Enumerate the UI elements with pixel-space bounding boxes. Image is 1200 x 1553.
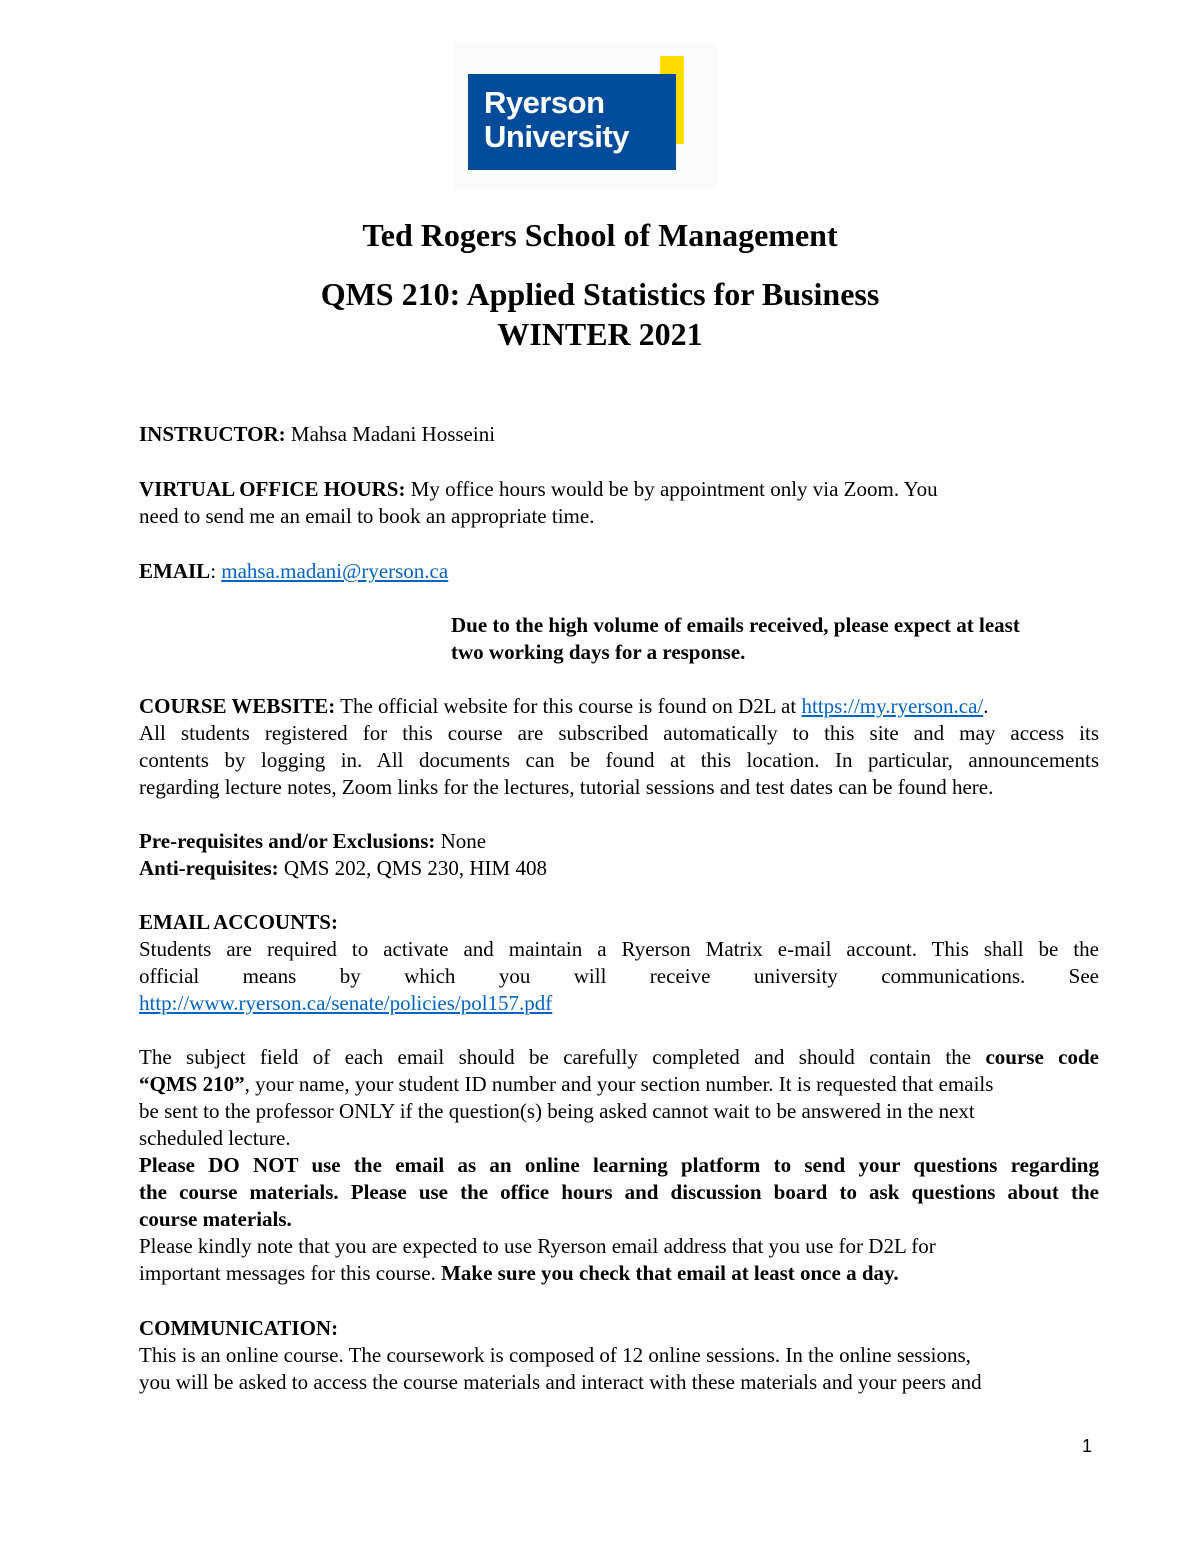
office-hours-label: VIRTUAL OFFICE HOURS: — [139, 477, 406, 501]
logo-blue-box — [468, 74, 676, 170]
school-title: Ted Rogers School of Management — [362, 217, 838, 253]
requisites-section: Pre-requisites and/or Exclusions: None Anti-requisites: QMS 202, QMS 230, HIM 408 — [139, 829, 547, 880]
instructor-email-link[interactable]: mahsa.madani@ryerson.ca — [221, 559, 449, 583]
senate-policy-link[interactable]: http://www.ryerson.ca/senate/policies/pol157.pdf — [139, 991, 553, 1015]
page-number: 1 — [1082, 1436, 1093, 1456]
course-website-section: COURSE WEBSITE: The official website for this course is found on D2L at https://my.ryerson.ca/. All students registered for this course are subscribed automatically to this site and may access its contents by logging in. All documents can be found at this location. In particular, announcements regarding lecture notes, Zoom links for the lectures, tutorial sessions and test dates can be found here. — [139, 694, 1099, 799]
instructor-name: Mahsa Madani Hosseini — [285, 422, 496, 446]
communication-section: COMMUNICATION: This is an online course. The coursework is composed of 12 online sessions. In the online sessions, you will be asked to access the course materials and interact with these materials and your peers and — [139, 1315, 1099, 1396]
communication-label: COMMUNICATION: — [139, 1316, 339, 1340]
email-accounts-section: EMAIL ACCOUNTS: Students are required to activate and maintain a Ryerson Matrix e-mail account. This shall be the official means by which you will receive university communications. See http://www.ryerson.ca/senate/policies/pol157.pdf — [139, 910, 1099, 1015]
term-title: WINTER 2021 — [497, 316, 703, 352]
email-accounts-label: EMAIL ACCOUNTS: — [139, 910, 338, 934]
response-note: Due to the high volume of emails received, please expect at least two working days for a response. — [451, 613, 1020, 664]
logo-text: Ryerson University — [484, 85, 629, 154]
email-section: EMAIL: mahsa.madani@ryerson.ca — [139, 559, 449, 583]
d2l-link[interactable]: https://my.ryerson.ca/ — [801, 694, 984, 718]
subject-field-section: The subject field of each email should be carefully completed and should contain the course code “QMS 210”, your name, your student ID number and your section number. It is requested that emails be sent to the professor ONLY if the question(s) being asked cannot wait to be answered in the next scheduled lecture. Please DO NOT use the email as an online learning platform to send your questions regarding the course materials. Please use the office hours and discussion board to ask questions about the course materials. Please kindly note that you are expected to use Ryerson email address that you use for D2L for important messages for this course. Make sure you check that email at least once a day. — [139, 1045, 1099, 1285]
ryerson-logo — [454, 42, 718, 190]
course-title: QMS 210: Applied Statistics for Business — [320, 276, 880, 312]
instructor-label: INSTRUCTOR: — [139, 422, 286, 446]
course-website-label: COURSE WEBSITE: — [139, 694, 336, 718]
instructor-section — [139, 421, 1099, 448]
office-hours-section: VIRTUAL OFFICE HOURS: My office hours would be by appointment only via Zoom. You need to send me an email to book an appropriate time. — [139, 477, 938, 528]
antireq-label: Anti-requisites: — [139, 856, 279, 880]
prereq-label: Pre-requisites and/or Exclusions: — [139, 829, 436, 853]
email-label: EMAIL — [139, 559, 211, 583]
